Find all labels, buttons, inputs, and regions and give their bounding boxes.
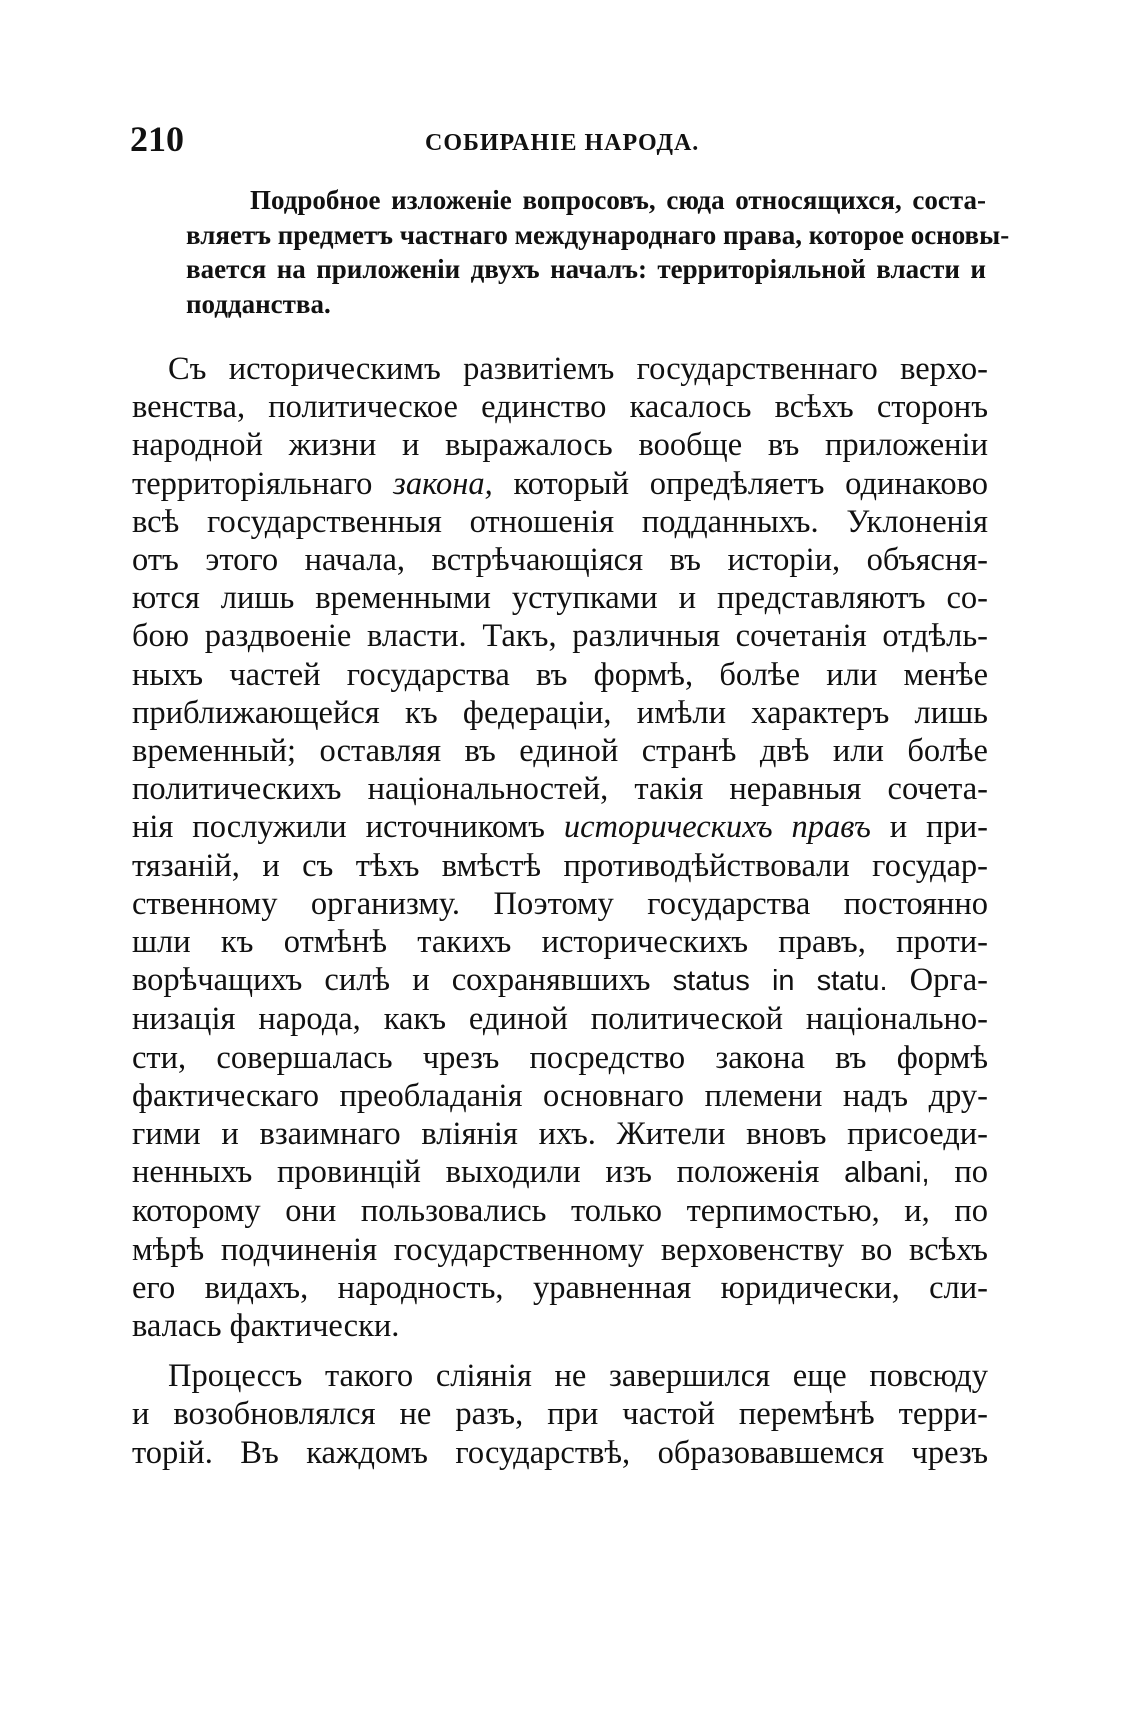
text-line: мѣрѣ подчиненія государственному верховенству во всѣхъ <box>132 1231 988 1268</box>
running-head <box>130 118 990 168</box>
latin-term: albani, <box>844 1157 930 1190</box>
text-segment: по <box>929 1154 988 1191</box>
page-number: 210 <box>130 119 184 159</box>
text-line: фактическаго преобладанія основнаго племени надъ дру- <box>132 1077 988 1114</box>
summary-line: Подробное изложеніе вопросовъ, сюда относящихся, соста- <box>250 185 986 215</box>
text-line: и возобновлялся не разъ, при частой перемѣнѣ терри- <box>132 1396 988 1433</box>
text-line: ственному организму. Поэтому государства постоянно <box>132 885 988 922</box>
text-line: временный; оставляя въ единой странѣ двѣ или болѣе <box>132 733 988 770</box>
text-line <box>132 1153 988 1192</box>
text-line: ются лишь временными уступками и представляютъ со- <box>132 580 988 617</box>
summary-line: вляетъ предметъ частнаго международнаго права, которое основы- <box>186 219 1010 250</box>
text-line: гими и взаимнаго вліянія ихъ. Жители вновъ присоеди- <box>132 1116 988 1153</box>
text-segment: территоріяльнаго <box>132 465 394 502</box>
text-segment: который опредѣляетъ одинаково <box>492 465 988 502</box>
text-line <box>132 465 988 503</box>
chapter-title: СОБИРАНІЕ НАРОДА. <box>425 130 700 156</box>
italic-term: историческихъ правъ <box>563 809 871 846</box>
paragraph-1 <box>132 350 988 1345</box>
summary-line: вается на приложеніи двухъ началъ: территоріяльной власти и <box>186 254 986 284</box>
text-line: которому они пользовались только терпимостью, и, по <box>132 1193 988 1230</box>
latin-term: status in statu. <box>672 965 888 998</box>
text-line: приближающейся къ федераціи, имѣли характеръ лишь <box>132 694 988 731</box>
text-segment: нія послужили источникомъ <box>132 809 564 846</box>
text-line: ныхъ частей государства въ формѣ, болѣе или менѣе <box>132 656 988 693</box>
text-line <box>132 808 988 846</box>
text-line: тязаній, и съ тѣхъ вмѣстѣ противодѣйствовали государ- <box>132 847 988 884</box>
text-segment: и при- <box>870 809 988 846</box>
text-line: отъ этого начала, встрѣчающіяся въ исторіи, объясня- <box>132 542 988 579</box>
section-summary <box>186 183 1010 321</box>
text-line: шли къ отмѣнѣ такихъ историческихъ правъ, проти- <box>132 924 988 961</box>
text-segment: ворѣчащихъ силѣ и сохранявшихъ <box>132 962 673 999</box>
text-line: венства, политическое единство касалось всѣхъ сторонъ <box>132 389 988 426</box>
text-line: низація народа, какъ единой политической національно- <box>132 1001 988 1038</box>
paragraph-2 <box>132 1357 988 1472</box>
text-line: всѣ государственныя отношенія подданныхъ. Уклоненія <box>132 503 988 540</box>
text-line: торій. Въ каждомъ государствѣ, образовавшемся чрезъ <box>132 1434 988 1471</box>
text-line: политическихъ національностей, такія неравныя сочета- <box>132 771 988 808</box>
text-line: его видахъ, народность, уравненная юридически, сли- <box>132 1269 988 1306</box>
text-line: валась фактически. <box>132 1308 400 1345</box>
text-line: сти, совершалась чрезъ посредство закона въ формѣ <box>132 1039 988 1076</box>
body-text <box>132 350 988 1472</box>
text-segment: Орга- <box>887 962 988 999</box>
text-line <box>132 961 988 1000</box>
text-line: Процессъ такого сліянія не завершился еще повсюду <box>168 1358 988 1395</box>
text-line: Съ историческимъ развитіемъ государственнаго верхо- <box>168 351 988 387</box>
italic-term: закона, <box>393 465 493 502</box>
text-line: бою раздвоеніе власти. Такъ, различныя сочетанія отдѣль- <box>132 618 988 655</box>
text-segment: ненныхъ провинцій выходили изъ положенія <box>132 1154 845 1191</box>
summary-line: подданства. <box>186 288 331 319</box>
text-line: народной жизни и выражалось вообще въ приложеніи <box>132 427 988 464</box>
